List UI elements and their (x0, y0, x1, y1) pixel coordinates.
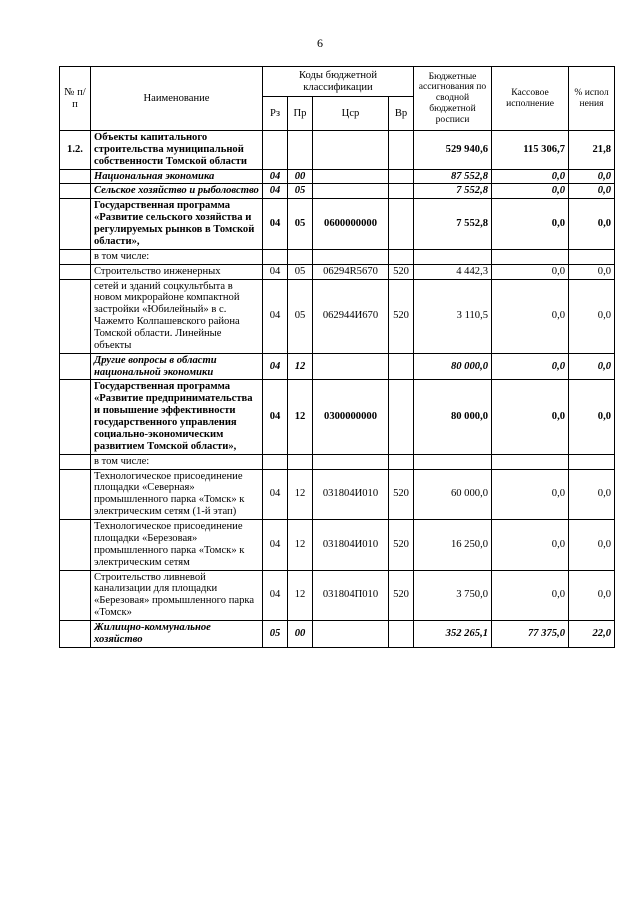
table-row (60, 249, 615, 264)
cell-budget: 4 442,3 (414, 264, 492, 279)
cell-cash (492, 249, 569, 264)
cell-pr: 12 (288, 570, 313, 620)
cell-budget: 60 000,0 (414, 469, 492, 519)
cell-pct: 0,0 (569, 169, 615, 184)
cell-rz: 04 (263, 570, 288, 620)
cell-cash: 0,0 (492, 199, 569, 249)
cell-num: 1.2. (60, 131, 91, 170)
cell-pr: 12 (288, 353, 313, 380)
cell-rz: 04 (263, 264, 288, 279)
cell-pr: 00 (288, 169, 313, 184)
table-row (60, 169, 615, 184)
cell-num (60, 570, 91, 620)
table-row (60, 469, 615, 519)
cell-csr (313, 131, 389, 170)
cell-csr (313, 184, 389, 199)
cell-budget (414, 249, 492, 264)
table-row (60, 454, 615, 469)
cell-cash: 0,0 (492, 353, 569, 380)
header-csr: Цср (313, 97, 389, 131)
cell-budget: 529 940,6 (414, 131, 492, 170)
header-pr: Пр (288, 97, 313, 131)
cell-pr: 12 (288, 469, 313, 519)
cell-name: в том числе: (91, 249, 263, 264)
cell-vr: 520 (389, 570, 414, 620)
cell-rz: 04 (263, 184, 288, 199)
cell-num (60, 169, 91, 184)
cell-name: Национальная экономика (91, 169, 263, 184)
header-codes: Коды бюджетной классификации (263, 67, 414, 97)
cell-name: в том числе: (91, 454, 263, 469)
table-row (60, 131, 615, 170)
cell-pct: 0,0 (569, 279, 615, 353)
cell-csr: 031804И010 (313, 469, 389, 519)
cell-rz: 04 (263, 380, 288, 454)
cell-csr: 0600000000 (313, 199, 389, 249)
cell-pr: 12 (288, 380, 313, 454)
cell-csr (313, 620, 389, 647)
cell-pr: 05 (288, 199, 313, 249)
header-vr: Вр (389, 97, 414, 131)
cell-csr: 062944И670 (313, 279, 389, 353)
cell-pct: 0,0 (569, 570, 615, 620)
cell-pr: 05 (288, 184, 313, 199)
header-rz: Рз (263, 97, 288, 131)
table-row (60, 184, 615, 199)
cell-num (60, 620, 91, 647)
cell-pr (288, 249, 313, 264)
cell-name: Технологическое присоединение площадки «Березовая» промышленного парка «Томск» к электрическим сетям (91, 520, 263, 570)
cell-num (60, 249, 91, 264)
cell-rz: 04 (263, 169, 288, 184)
cell-cash: 0,0 (492, 169, 569, 184)
cell-num (60, 279, 91, 353)
cell-csr (313, 169, 389, 184)
cell-cash: 0,0 (492, 380, 569, 454)
cell-name: Государственная программа «Развитие сельского хозяйства и регулируемых рынков в Томской области», (91, 199, 263, 249)
cell-rz: 04 (263, 353, 288, 380)
cell-rz (263, 454, 288, 469)
cell-vr: 520 (389, 520, 414, 570)
cell-pr (288, 131, 313, 170)
page-number: 6 (317, 36, 323, 50)
cell-budget: 7 552,8 (414, 184, 492, 199)
cell-csr: 031804И010 (313, 520, 389, 570)
cell-rz (263, 249, 288, 264)
cell-rz: 04 (263, 199, 288, 249)
cell-name: Сельское хозяйство и рыболовство (91, 184, 263, 199)
cell-budget (414, 454, 492, 469)
cell-vr: 520 (389, 469, 414, 519)
cell-pr: 05 (288, 279, 313, 353)
cell-name: Другие вопросы в области национальной экономики (91, 353, 263, 380)
cell-name: сетей и зданий соцкультбыта в новом микрорайоне компактной застройки «Юбилейный» в с. Чажемто Колпашевского района Томской области. Линейные объекты (91, 279, 263, 353)
cell-pct: 0,0 (569, 353, 615, 380)
table-body (60, 131, 615, 648)
cell-pr (288, 454, 313, 469)
cell-vr (389, 454, 414, 469)
cell-vr (389, 169, 414, 184)
table-row (60, 264, 615, 279)
cell-rz: 04 (263, 279, 288, 353)
cell-name: Строительство инженерных (91, 264, 263, 279)
table-row (60, 353, 615, 380)
cell-vr (389, 620, 414, 647)
table-row (60, 520, 615, 570)
cell-csr (313, 249, 389, 264)
cell-budget: 80 000,0 (414, 380, 492, 454)
cell-num (60, 469, 91, 519)
cell-cash: 77 375,0 (492, 620, 569, 647)
cell-vr (389, 184, 414, 199)
cell-cash (492, 454, 569, 469)
cell-pct: 0,0 (569, 520, 615, 570)
cell-csr: 031804П010 (313, 570, 389, 620)
cell-pr: 12 (288, 520, 313, 570)
cell-budget: 352 265,1 (414, 620, 492, 647)
table-row (60, 620, 615, 647)
cell-name: Жилищно-коммунальное хозяйство (91, 620, 263, 647)
header-num: № п/п (60, 67, 91, 131)
cell-num (60, 380, 91, 454)
cell-budget: 7 552,8 (414, 199, 492, 249)
cell-budget: 80 000,0 (414, 353, 492, 380)
cell-vr: 520 (389, 264, 414, 279)
cell-budget: 87 552,8 (414, 169, 492, 184)
cell-pct: 0,0 (569, 199, 615, 249)
cell-vr (389, 380, 414, 454)
cell-pct: 0,0 (569, 264, 615, 279)
cell-rz: 05 (263, 620, 288, 647)
table-row (60, 570, 615, 620)
cell-pr: 00 (288, 620, 313, 647)
cell-vr (389, 131, 414, 170)
cell-rz (263, 131, 288, 170)
cell-cash: 0,0 (492, 469, 569, 519)
cell-budget: 16 250,0 (414, 520, 492, 570)
cell-cash: 115 306,7 (492, 131, 569, 170)
cell-cash: 0,0 (492, 264, 569, 279)
cell-num (60, 199, 91, 249)
cell-num (60, 520, 91, 570)
table-row (60, 279, 615, 353)
cell-cash: 0,0 (492, 279, 569, 353)
cell-budget: 3 110,5 (414, 279, 492, 353)
header-cash: Кассовое исполнение (492, 67, 569, 131)
cell-pct: 0,0 (569, 469, 615, 519)
cell-pct (569, 454, 615, 469)
cell-pr: 05 (288, 264, 313, 279)
cell-pct (569, 249, 615, 264)
header-budget: Бюджетные ассигнования по сводной бюджетной росписи (414, 67, 492, 131)
cell-csr: 0300000000 (313, 380, 389, 454)
cell-pct: 0,0 (569, 184, 615, 199)
cell-rz: 04 (263, 469, 288, 519)
cell-name: Технологическое присоединение площадки «Северная» промышленного парка «Томск» к электрическим сетям (1-й этап) (91, 469, 263, 519)
cell-vr (389, 199, 414, 249)
cell-pct: 21,8 (569, 131, 615, 170)
cell-num (60, 353, 91, 380)
budget-table (59, 66, 615, 648)
cell-cash: 0,0 (492, 520, 569, 570)
cell-rz: 04 (263, 520, 288, 570)
cell-pct: 22,0 (569, 620, 615, 647)
cell-name: Объекты капитального строительства муниципальной собственности Томской области (91, 131, 263, 170)
cell-csr: 06294R5670 (313, 264, 389, 279)
cell-num (60, 264, 91, 279)
header-pct: % испол нения (569, 67, 615, 131)
cell-pct: 0,0 (569, 380, 615, 454)
cell-csr (313, 454, 389, 469)
cell-budget: 3 750,0 (414, 570, 492, 620)
cell-cash: 0,0 (492, 570, 569, 620)
cell-vr: 520 (389, 279, 414, 353)
table-row (60, 199, 615, 249)
table-row (60, 380, 615, 454)
header-name: Наименование (91, 67, 263, 131)
cell-cash: 0,0 (492, 184, 569, 199)
cell-num (60, 454, 91, 469)
cell-vr (389, 353, 414, 380)
cell-name: Государственная программа «Развитие предпринимательства и повышение эффективности государственного управления социально-экономическим развитием Томской области», (91, 380, 263, 454)
cell-name: Строительство ливневой канализации для площадки «Березовая» промышленного парка «Томск» (91, 570, 263, 620)
cell-num (60, 184, 91, 199)
cell-vr (389, 249, 414, 264)
cell-csr (313, 353, 389, 380)
